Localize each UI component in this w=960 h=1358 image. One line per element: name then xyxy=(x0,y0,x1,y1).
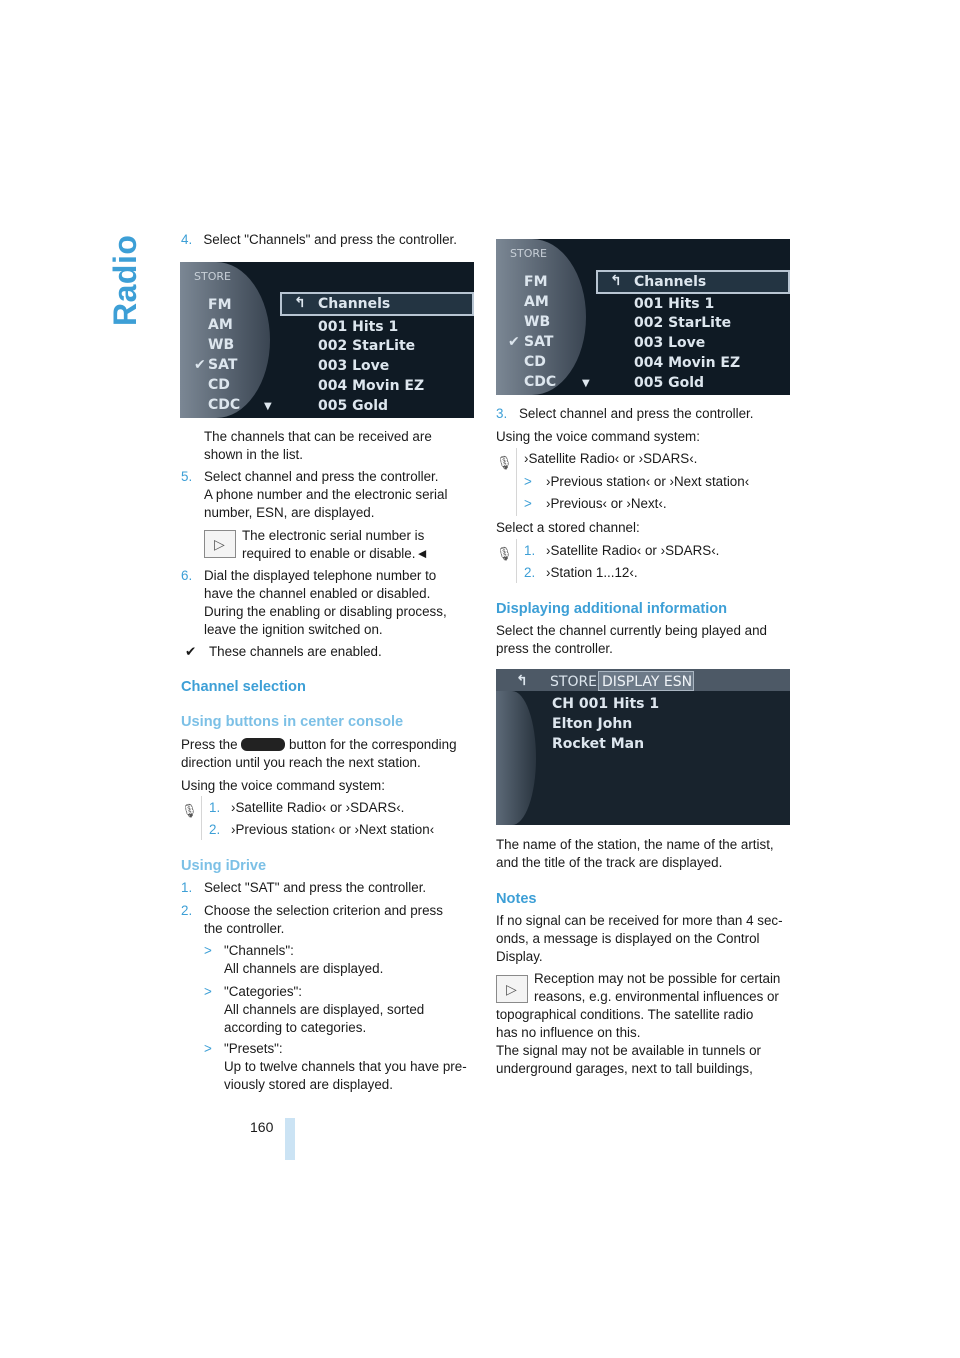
store-label-right: STORE xyxy=(510,247,547,260)
source-cdc: CDC xyxy=(208,397,241,413)
opt-presets-1: "Presets": xyxy=(224,1041,283,1056)
voice-right-3-bullet: > xyxy=(524,496,532,511)
voice-left-1-text: ›Satellite Radio‹ or ›SDARS‹. xyxy=(231,800,405,815)
heading-notes: Notes xyxy=(496,891,537,907)
opt-categories-3: according to categories. xyxy=(224,1020,367,1035)
heading-channel-selection: Channel selection xyxy=(181,679,306,695)
idrive-2-line-1: Choose the selection criterion and press xyxy=(204,903,443,918)
note-2-line-1: Reception may not be possible for certain xyxy=(534,971,781,986)
step-6-line-3: During the enabling or disabling process, xyxy=(204,604,447,619)
step-3-text: Select channel and press the controller. xyxy=(519,406,754,421)
voice-intro-left: Using the voice command system: xyxy=(181,778,385,793)
voice-left-2-text: ›Previous station‹ or ›Next station‹ xyxy=(231,822,435,837)
voice-right-2-bullet: > xyxy=(524,474,532,489)
stored-2-text: ›Station 1...12‹. xyxy=(546,565,638,580)
artist-line: Elton John xyxy=(552,716,633,732)
store-label: STORE xyxy=(194,270,231,283)
step-6-number: 6. xyxy=(181,568,193,583)
press-text-a: Press the xyxy=(181,737,238,752)
step-6-line-2: have the channel enabled or disabled. xyxy=(204,586,431,601)
channel-003: 003 Love xyxy=(318,358,390,374)
channels-header: Channels xyxy=(318,296,391,312)
left-arc xyxy=(496,691,536,825)
channel-line: CH 001 Hits 1 xyxy=(552,696,660,712)
note-1-line-2 xyxy=(242,545,429,563)
voice-right-1-text: ›Satellite Radio‹ or ›SDARS‹. xyxy=(524,451,698,466)
press-text-b: button for the corresponding xyxy=(289,737,457,752)
opt-channels-1: "Channels": xyxy=(224,943,294,958)
step-5-line-1: Select channel and press the controller. xyxy=(204,469,439,484)
press-line-2: direction until you reach the next station. xyxy=(181,755,421,770)
back-arrow-icon: ↰ xyxy=(294,295,306,311)
stored-intro: Select a stored channel: xyxy=(496,520,640,535)
source-wb: WB xyxy=(208,337,235,353)
back-arrow-icon-right: ↰ xyxy=(610,273,622,289)
heading-buttons: Using buttons in center console xyxy=(181,714,404,730)
display-esn-tab: DISPLAY ESN xyxy=(602,674,693,690)
channel-004: 004 Movin EZ xyxy=(318,378,425,394)
source-cd: CD xyxy=(208,377,230,393)
voice-left-1-number: 1. xyxy=(209,800,221,815)
heading-additional-info: Displaying additional information xyxy=(496,601,728,617)
voice-command-block-left xyxy=(181,796,202,840)
channel-004-right: 004 Movin EZ xyxy=(634,355,741,371)
additional-line-2: press the controller. xyxy=(496,641,613,656)
step-6-line-1: Dial the displayed telephone number to xyxy=(204,568,437,583)
chapter-title: Radio xyxy=(107,234,143,326)
channel-003-right: 003 Love xyxy=(634,335,706,351)
channels-enabled: These channels are enabled. xyxy=(209,644,382,659)
opt-channels-2: All channels are displayed. xyxy=(224,961,384,976)
screen-channels-left xyxy=(180,262,474,418)
voice-command-block-right xyxy=(496,448,517,516)
arrow-down-icon: ▼ xyxy=(264,401,272,412)
idrive-2-number: 2. xyxy=(181,903,193,918)
voice-right-2-text: ›Previous station‹ or ›Next station‹ xyxy=(546,474,750,489)
console-button-icon xyxy=(241,738,285,751)
step-4 xyxy=(181,231,457,249)
note-icon: ▷ xyxy=(204,530,236,558)
idrive-1-number: 1. xyxy=(181,880,193,895)
step-5-line-2: A phone number and the electronic serial xyxy=(204,487,448,502)
note-2-line-5: The signal may not be available in tunnels or xyxy=(496,1043,761,1058)
bullet-channels: > xyxy=(204,943,212,958)
channels-received-2: shown in the list. xyxy=(204,447,303,462)
source-sat: SAT xyxy=(208,357,238,373)
channel-005: 005 Gold xyxy=(318,398,389,414)
step-5-number: 5. xyxy=(181,469,193,484)
step-5-line-3: number, ESN, are displayed. xyxy=(204,505,375,520)
opt-categories-1: "Categories": xyxy=(224,984,302,999)
check-icon: ✔ xyxy=(185,644,197,659)
after-screen-line-1: The name of the station, the name of the artist, xyxy=(496,837,774,852)
voice-left-2-number: 2. xyxy=(209,822,221,837)
checkmark-icon-right: ✔ xyxy=(508,334,520,350)
stored-1-number: 1. xyxy=(524,543,536,558)
voice-icon-stored: 🎙 xyxy=(496,546,513,561)
page-marker xyxy=(285,1118,295,1160)
after-screen-line-2: and the title of the track are displayed. xyxy=(496,855,723,870)
voice-intro-right: Using the voice command system: xyxy=(496,429,700,444)
stored-1-text: ›Satellite Radio‹ or ›SDARS‹. xyxy=(546,543,720,558)
chapter-tab xyxy=(107,226,150,326)
source-fm: FM xyxy=(208,297,232,313)
source-am: AM xyxy=(208,317,233,333)
additional-line-1: Select the channel currently being played and xyxy=(496,623,767,638)
bullet-presets: > xyxy=(204,1041,212,1056)
notes-line-1: If no signal can be received for more than 4 sec- xyxy=(496,913,783,928)
voice-command-block-stored xyxy=(496,539,517,583)
store-tab: STORE xyxy=(550,674,598,690)
voice-icon: 🎙 xyxy=(181,803,198,818)
idrive-1-text: Select "SAT" and press the controller. xyxy=(204,880,427,895)
note-icon-right: ▷ xyxy=(496,975,528,1003)
bullet-categories: > xyxy=(204,984,212,999)
source-cdc-right: CDC xyxy=(524,374,557,390)
step-3-number: 3. xyxy=(496,406,508,421)
voice-icon-right: 🎙 xyxy=(496,455,513,470)
channel-005-right: 005 Gold xyxy=(634,375,705,391)
source-wb-right: WB xyxy=(524,314,551,330)
channel-002: 002 StarLite xyxy=(318,338,416,354)
channel-001-right: 001 Hits 1 xyxy=(634,296,715,312)
source-fm-right: FM xyxy=(524,274,548,290)
channel-001: 001 Hits 1 xyxy=(318,319,399,335)
step-4-number: 4. xyxy=(181,232,193,247)
notes-line-3: Display. xyxy=(496,949,543,964)
source-sat-right: SAT xyxy=(524,334,554,350)
opt-presets-3: viously stored are displayed. xyxy=(224,1077,393,1092)
checkmark-icon: ✔ xyxy=(194,357,206,373)
note-2-line-2: reasons, e.g. environmental influences or xyxy=(534,989,779,1004)
back-icon: ↰ xyxy=(516,673,528,689)
end-mark-icon: ◄ xyxy=(415,546,429,561)
channel-002-right: 002 StarLite xyxy=(634,315,732,331)
stored-2-number: 2. xyxy=(524,565,536,580)
screen-display-esn xyxy=(496,669,790,825)
screen-channels-right xyxy=(496,239,790,395)
page-number: 160 xyxy=(250,1119,274,1135)
note-1-line-1: The electronic serial number is xyxy=(242,528,425,543)
idrive-2-line-2: the controller. xyxy=(204,921,285,936)
note-2-line-6: underground garages, next to tall buildings, xyxy=(496,1061,753,1076)
heading-idrive: Using iDrive xyxy=(181,858,267,874)
arrow-down-icon-right: ▼ xyxy=(582,378,590,389)
track-line: Rocket Man xyxy=(552,736,645,752)
notes-line-2: onds, a message is displayed on the Control xyxy=(496,931,760,946)
voice-right-3-text: ›Previous‹ or ›Next‹. xyxy=(546,496,667,511)
note-2-line-3: topographical conditions. The satellite radio xyxy=(496,1007,754,1022)
source-am-right: AM xyxy=(524,294,549,310)
step-4-text: Select "Channels" and press the controller. xyxy=(203,232,458,247)
channels-header-right: Channels xyxy=(634,274,707,290)
note-2-line-4: has no influence on this. xyxy=(496,1025,641,1040)
press-line-1 xyxy=(181,736,457,754)
opt-presets-2: Up to twelve channels that you have pre- xyxy=(224,1059,467,1074)
opt-categories-2: All channels are displayed, sorted xyxy=(224,1002,425,1017)
step-6-line-4: leave the ignition switched on. xyxy=(204,622,383,637)
channels-received-1: The channels that can be received are xyxy=(204,429,432,444)
source-cd-right: CD xyxy=(524,354,546,370)
note-1-line-2-text: required to enable or disable. xyxy=(242,546,416,561)
